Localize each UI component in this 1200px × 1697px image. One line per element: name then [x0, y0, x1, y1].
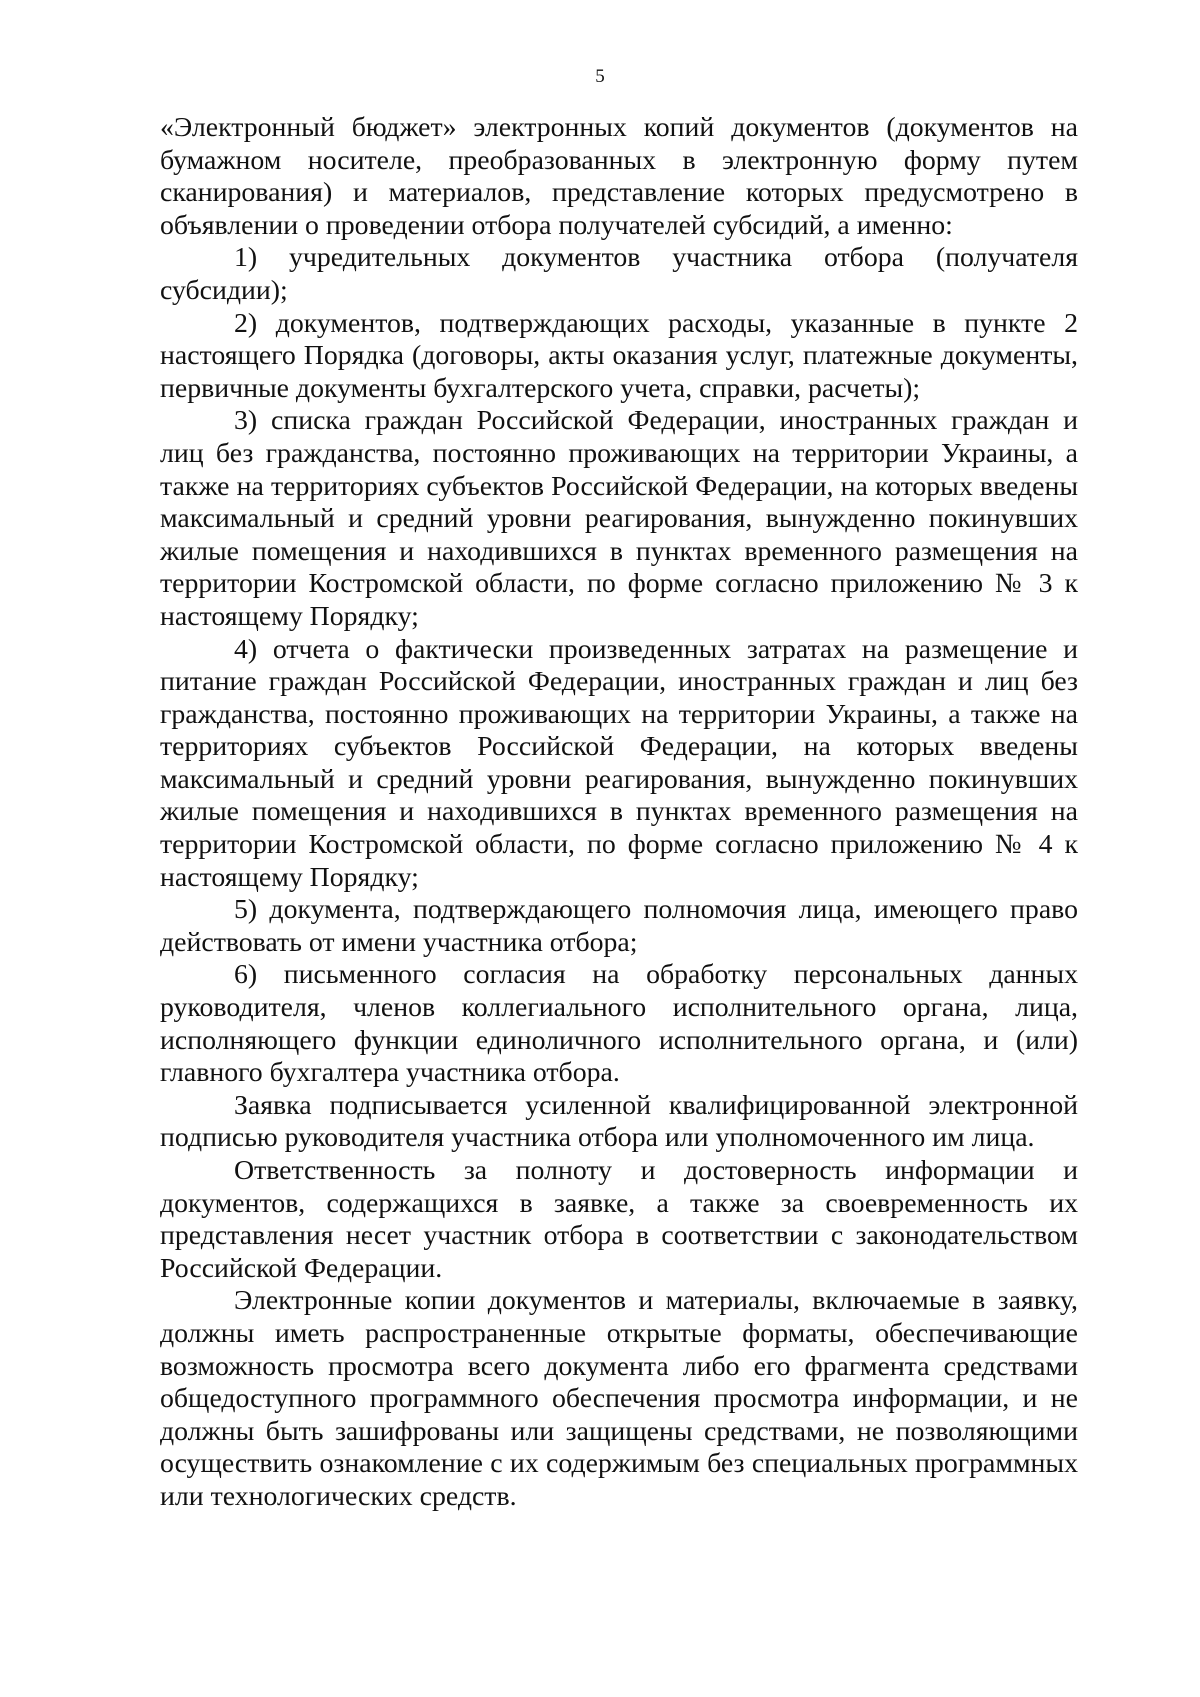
- list-item: 6) письменного согласия на обработку персональных данных руководителя, членов коллегиального исполнительного органа, лица, исполняющего функции единоличного исполнительного органа, и (или) главного бухгалтера участника отбора.: [160, 959, 1078, 1089]
- paragraph: Электронные копии документов и материалы, включаемые в заявку, должны иметь распространенные открытые форматы, обеспечивающие возможность просмотра всего документа либо его фрагмента средствами общедоступного программного обеспечения просмотра информации, и не должны быть зашифрованы или защищены средствами, не позволяющими осуществить ознакомление с их содержимым без специальных программных или технологических средств.: [160, 1285, 1078, 1512]
- list-item: 1) учредительных документов участника отбора (получателя субсидии);: [160, 242, 1078, 306]
- list-item: 4) отчета о фактически произведенных затратах на размещение и питание граждан Российской Федерации, иностранных граждан и лиц без гражданства, постоянно проживающих на территории Украины, а также на территориях субъектов Российской Федерации, на которых введены максимальный и средний уровни реагирования, вынужденно покинувших жилые помещения и находившихся в пунктах временного размещения на территории Костромской области, по форме согласно приложению № 4 к настоящему Порядку;: [160, 633, 1078, 893]
- page-number: 5: [595, 66, 605, 87]
- paragraph: Ответственность за полноту и достоверность информации и документов, содержащихся в заявке, а также за своевременность их представления несет участник отбора в соответствии с законодательством Российской Федерации.: [160, 1155, 1078, 1284]
- paragraph-intro: «Электронный бюджет» электронных копий документов (документов на бумажном носителе, преобразованных в электронную форму путем сканирования) и материалов, представление которых предусмотрено в объявлении о проведении отбора получателей субсидий, а именно:: [160, 112, 1078, 241]
- list-item: 3) списка граждан Российской Федерации, иностранных граждан и лиц без гражданства, постоянно проживающих на территории Украины, а также на территориях субъектов Российской Федерации, на которых введены максимальный и средний уровни реагирования, вынужденно покинувших жилые помещения и находившихся в пунктах временного размещения на территории Костромской области, по форме согласно приложению № 3 к настоящему Порядку;: [160, 405, 1078, 632]
- document-body: [160, 112, 1078, 1514]
- paragraph: Заявка подписывается усиленной квалифицированной электронной подписью руководителя участника отбора или уполномоченного им лица.: [160, 1089, 1078, 1154]
- list-item: 5) документа, подтверждающего полномочия лица, имеющего право действовать от имени участника отбора;: [160, 894, 1078, 958]
- list-item: 2) документов, подтверждающих расходы, указанные в пункте 2 настоящего Порядка (договоры, акты оказания услуг, платежные документы, первичные документы бухгалтерского учета, справки, расчеты);: [160, 307, 1078, 404]
